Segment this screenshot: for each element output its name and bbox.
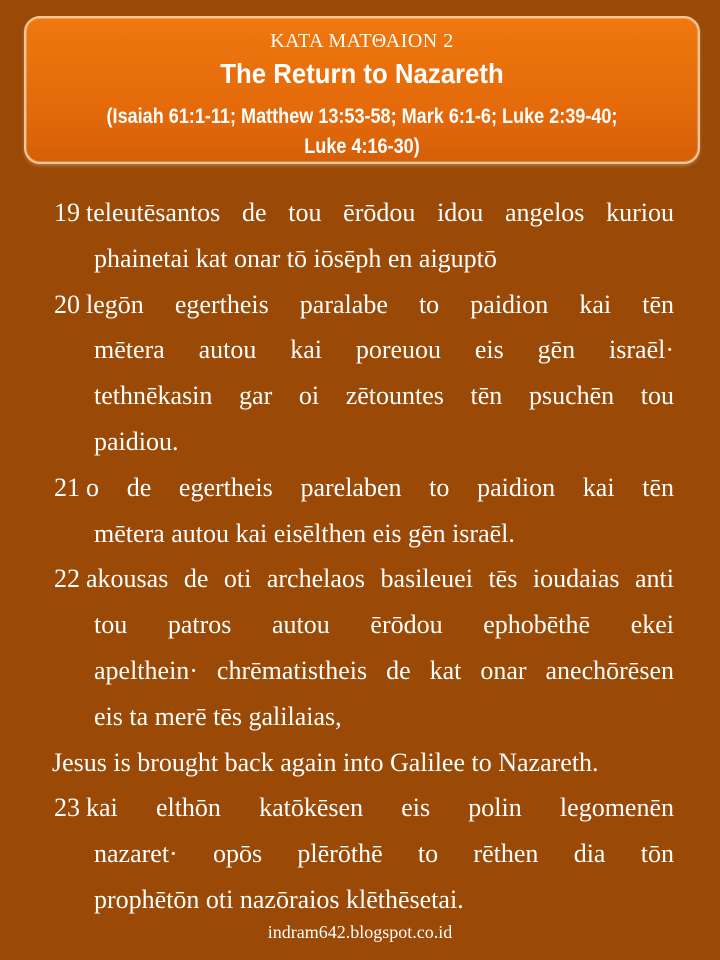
verse-line: prophētōn oti nazōraios klēthēsetai. [94,884,464,914]
book-chapter-heading: ΚΑΤΑ ΜΑΤΘΑΙΟΝ 2 [270,30,454,52]
blog-url-footer: indram642.blogspot.co.id [267,922,453,942]
verse-number: 21 [54,472,80,502]
verse-20 [54,282,674,465]
verse-line: eis ta merē tēs galilaias, [94,701,342,731]
verse-number: 23 [54,793,80,823]
cross-references-line-2: Luke 4:16-30) [304,135,420,158]
cross-references [90,102,634,162]
verse-line: mētera autou kai eisēlthen eis gēn israēl. [94,518,515,548]
verse-line: teleutēsantos de tou ērōdou idou angelos kuriou [86,198,674,227]
verse-text [86,556,674,739]
verse-number: 22 [54,564,80,594]
verse-number: 19 [54,198,80,227]
verse-line: apelthein· chrēmatistheis de kat onar anechōrēsen [94,655,674,685]
header-banner [24,16,700,164]
verse-line: tou patros autou ērōdou ephobēthē ekei [94,610,674,640]
verse-line: tethnēkasin gar oi zētountes tēn psuchēn tou [94,381,674,411]
verse-list [54,190,674,923]
verse-line: mētera autou kai poreuou eis gēn israēl· [94,335,674,365]
verse-text [86,465,674,557]
verse-line: phainetai kat onar tō iōsēph en aiguptō [94,243,497,273]
cross-references-line-1: (Isaiah 61:1-11; Matthew 13:53-58; Mark 6:1-6; Luke 2:39-40; [106,105,618,128]
verse-line: o de egertheis parelaben to paidion kai tēn [86,472,674,502]
verse-19 [54,190,674,282]
section-title: The Return to Nazareth [220,58,504,89]
verse-line: akousas de oti archelaos basileuei tēs ioudaias anti [86,564,674,594]
verse-number: 20 [54,289,80,319]
verse-text [86,282,674,465]
verse-line: paidiou. [94,426,179,456]
verse-line: legōn egertheis paralabe to paidion kai tēn [86,289,674,319]
verse-text [86,190,674,282]
verse-line: nazaret· opōs plērōthē to rēthen dia tōn [94,839,674,869]
section-note: Jesus is brought back again into Galilee to Nazareth. [52,747,599,777]
verse-21 [54,465,674,557]
verse-text [86,785,674,922]
verse-23 [54,785,674,922]
verse-22 [54,556,674,739]
verse-line: kai elthōn katōkēsen eis polin legomenēn [86,793,674,823]
